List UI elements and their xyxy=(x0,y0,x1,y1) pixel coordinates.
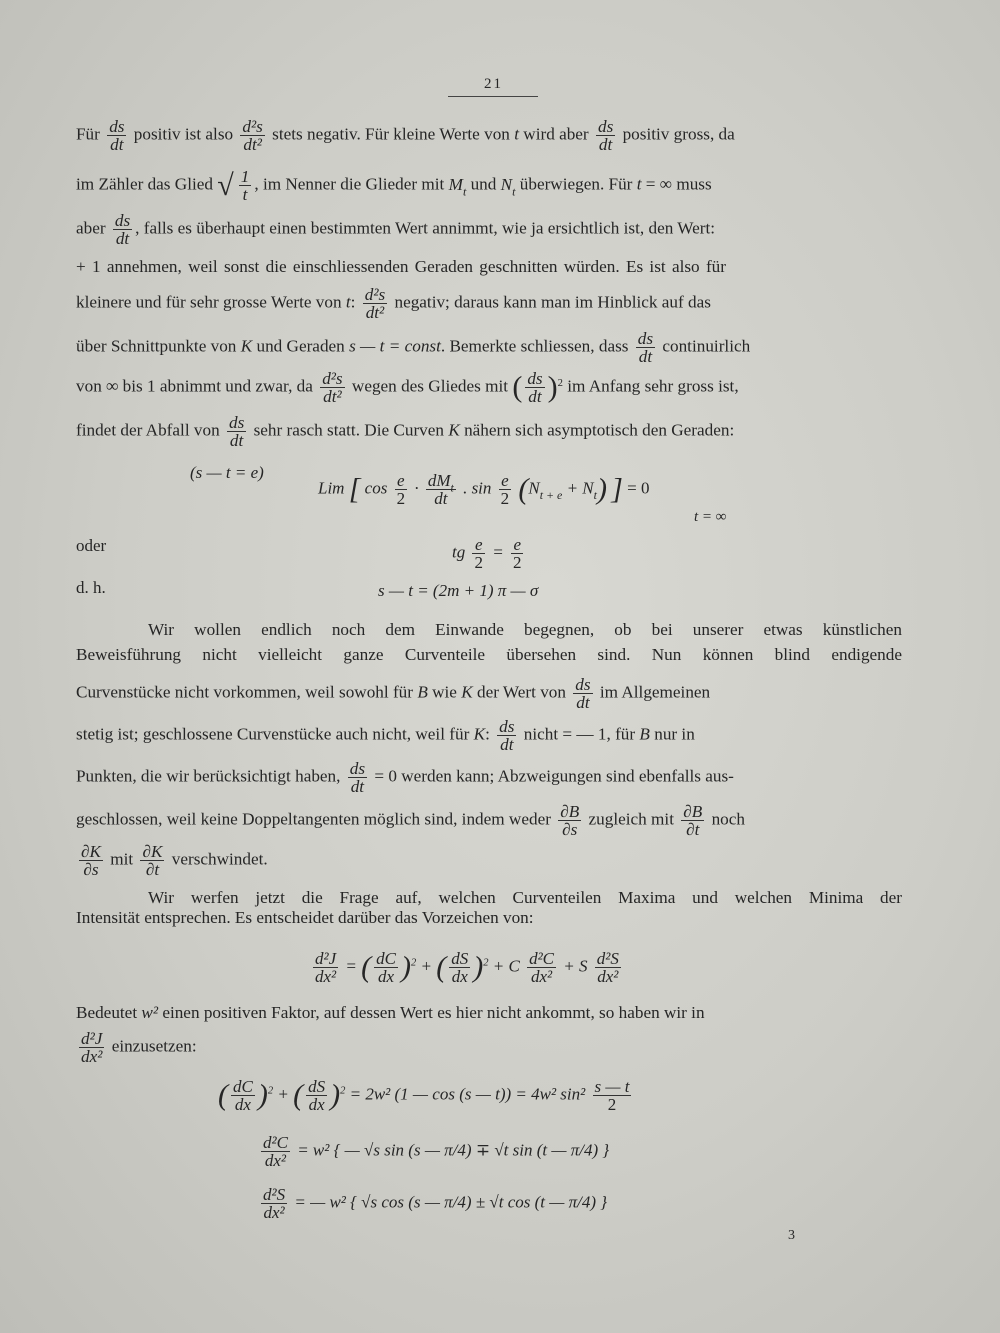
text: im Zähler das Glied xyxy=(76,174,213,194)
line-p1-2: im Zähler das Glied √ $\frac{1}{t}$ , im Nenner die Glieder mit $M_t$ und $N_t$ überwiegen. Für t = ∞ muss xyxy=(76,167,712,205)
text: noch xyxy=(711,809,745,829)
text: mit xyxy=(110,849,134,869)
fraction-ds-dt: $\frac{ds}{dt}$ xyxy=(499,717,515,755)
text: werden kann; Abzweigungen sind ebenfalls aus- xyxy=(401,766,734,786)
equation-rhs: = 0 xyxy=(627,478,650,498)
text: bis 1 abnimmt und zwar, da xyxy=(122,376,313,396)
text: wie xyxy=(432,682,457,702)
text: findet der Abfall von xyxy=(76,420,220,440)
fraction-ds-dt: $\frac{ds}{dt}$ xyxy=(597,117,614,155)
text: muss xyxy=(676,174,712,194)
limit-subscript: t = ∞ xyxy=(694,509,727,525)
page-number: 21 xyxy=(484,76,503,92)
equation-d2S: $\frac{\text{d²S}}{\text{dx²}}$ = — w² { √s cos (s — π/4) ± √t cos (t — π/4) } xyxy=(263,1185,608,1222)
equation-d2C: $\frac{\text{d²C}}{\text{dx²}}$ = w² { — √s sin (s — π/4) ∓ √t sin (t — π/4) } xyxy=(263,1133,610,1170)
equation-s-minus-t: s — t = (2m + 1) π — σ xyxy=(378,581,539,600)
fraction-d2s-dt2: $\frac{\text{d²s}}{\text{dt²}}$ xyxy=(242,117,263,155)
fraction-ds-dt: $\frac{ds}{dt}$ xyxy=(637,329,654,367)
fraction-ds-dt: $\frac{ds}{dt}$ xyxy=(527,369,543,407)
equation-first-derivatives: ( $\frac{dC}{dx}$ )$^2$ + ( $\frac{dS}{dx}$ )$^2$ = 2w² (1 — cos (s — t)) = 4w² sin² $\frac{s — t}{2}$ xyxy=(218,1077,630,1114)
text: nicht = — 1, für xyxy=(523,724,636,744)
text: nur in xyxy=(654,724,695,744)
text: wird aber xyxy=(523,124,589,144)
text: der Wert von xyxy=(477,682,566,702)
fraction-dK-ds: $\frac{\partial K}{\partial s}$ xyxy=(81,842,101,880)
equation-e2-rhs: = w² { — √s sin (s — π/4) ∓ √t sin (t — π/4) } xyxy=(297,1140,610,1160)
line-p3-2: Intensität entsprechen. Es entscheidet darüber das Vorzeichen von: xyxy=(76,908,534,927)
equation-d2J: $\frac{\text{d²J}}{\text{dx²}}$ = ( $\frac{dC}{dx}$ )$^2$ + ( $\frac{dS}{dx}$ )$^2$ + C $\frac{\text{d²C}}{\text{dx²}}$ + S $\frac{\text{d²S}}{\text{dx²}}$ xyxy=(315,949,619,986)
fraction-ds-dt: $\frac{ds}{dt}$ xyxy=(228,413,245,451)
text: Bedeutet xyxy=(76,1003,138,1022)
line-p2-2: Beweisführung nicht vielleicht ganze Curventeile übersehen sind. Nun können blind endigende xyxy=(76,645,902,664)
line-p2-7 xyxy=(76,843,902,878)
text: stetig ist; geschlossene Curvenstücke auch nicht, weil für xyxy=(76,724,470,744)
line-p1-7: von ∞ bis 1 abnimmt und zwar, da $\frac{\text{d²s}}{\text{dt²}}$ wegen des Gliedes mit ( $\frac{ds}{dt}$ )$^2$ im Anfang sehr gross ist, xyxy=(76,369,739,407)
text: falls es überhaupt einen bestimmten Wert annimmt, wie ja ersichtlich ist, den Wert: xyxy=(143,218,716,238)
fraction-d2J-dx2: $\frac{\text{d²J}}{\text{dx²}}$ xyxy=(81,1029,103,1067)
text: wegen des Gliedes mit xyxy=(351,376,509,396)
sqrt-symbol: √ xyxy=(217,168,234,202)
equation-condition: (s — t = e) xyxy=(190,463,264,482)
line-p1-3: aber $\frac{ds}{dt}$ , falls es überhaupt einen bestimmten Wert annimmt, wie ja ersichtlich ist, den Wert: xyxy=(76,211,716,249)
fraction-ds-dt: $\frac{ds}{dt}$ xyxy=(575,675,591,713)
fraction-dK-dt: $\frac{\partial K}{\partial t}$ xyxy=(142,842,163,880)
fraction-ds-dt: $\frac{ds}{dt}$ xyxy=(349,759,366,797)
equation-limit: Lim [ cos $\frac{e}{2}$ · $dM_t$ dt . sin $\frac{e}{2}$ $(N_{t + e} + N_t)$ ] = 0 xyxy=(318,471,650,508)
text: kleinere und für sehr grosse Werte von xyxy=(76,292,342,312)
equation-e3-rhs: = — w² { √s cos (s — π/4) ± √t cos (t — π/4) } xyxy=(294,1192,608,1212)
text: einzusetzen: xyxy=(111,1036,197,1056)
fraction-d2s-dt2: $\frac{\text{d²s}}{\text{dt²}}$ xyxy=(322,369,343,407)
text: überwiegen. Für xyxy=(519,174,633,194)
label-oder: oder xyxy=(76,536,107,555)
text: im Anfang sehr gross ist, xyxy=(567,376,739,396)
fraction-dB-dt: $\frac{\partial B}{\partial t}$ xyxy=(683,802,703,840)
text: positiv gross, da xyxy=(622,124,735,144)
text: und Geraden xyxy=(256,336,345,356)
equation-e1-middle: = 2w² (1 — cos (s — t)) = 4w² sin² xyxy=(349,1084,586,1104)
fraction-1-t: $\frac{1}{t}$ xyxy=(240,167,250,205)
label-dh: d. h. xyxy=(76,578,106,597)
text: Curvenstücke nicht vorkommen, weil sowohl für xyxy=(76,682,414,702)
line-p2-3: Curvenstücke nicht vorkommen, weil sowohl für B wie K der Wert von $\frac{ds}{dt}$ im Allgemeinen xyxy=(76,675,711,713)
text: zugleich mit xyxy=(588,809,674,829)
text: Punkten, die wir berücksichtigt haben, xyxy=(76,766,341,786)
text: Für xyxy=(76,124,100,144)
sin-label: sin xyxy=(471,478,492,498)
line-p2-4: stetig ist; geschlossene Curvenstücke auch nicht, weil für K: $\frac{ds}{dt}$ nicht = — 1, für B nur in xyxy=(76,717,695,755)
cos-label: cos xyxy=(364,478,388,498)
text: von xyxy=(76,376,102,396)
text: , im Nenner die Glieder mit xyxy=(254,174,445,194)
text: über Schnittpunkte von xyxy=(76,336,237,356)
line-p1-1: Für $\frac{ds}{dt}$ positiv ist also $\frac{\text{d²s}}{\text{dt²}}$ stets negativ. Für kleine Werte von t wird aber $\frac{ds}{dt}$ positiv gross, da xyxy=(76,117,735,155)
text: und xyxy=(470,174,497,194)
text: sehr rasch statt. Die Curven xyxy=(253,420,445,440)
text: continuirlich xyxy=(662,336,751,356)
line-p4-2 xyxy=(76,1030,902,1065)
fraction-ds-dt: $\frac{ds}{dt}$ xyxy=(114,211,131,249)
line-p1-4: + 1 annehmen, weil sonst die einschliessenden Geraden geschnitten würden. Es ist also für xyxy=(76,257,726,276)
signature-number: 3 xyxy=(788,1228,795,1243)
line-p1-8: findet der Abfall von $\frac{ds}{dt}$ sehr rasch statt. Die Curven K nähern sich asymptotisch den Geraden: xyxy=(76,413,735,451)
header-rule xyxy=(448,96,538,97)
lim-label: Lim xyxy=(318,478,345,498)
line-p4-1: Bedeutet w² einen positiven Faktor, auf dessen Wert es hier nicht ankommt, so haben wir in xyxy=(76,1003,705,1022)
text: aber xyxy=(76,218,106,238)
text: einen positiven Faktor, auf dessen Wert es hier nicht ankommt, so haben wir in xyxy=(162,1003,705,1022)
text: positiv ist also xyxy=(133,124,234,144)
text: im Allgemeinen xyxy=(599,682,711,702)
line-p2-5: Punkten, die wir berücksichtigt haben, $\frac{ds}{dt}$ = 0 werden kann; Abzweigungen sind ebenfalls aus- xyxy=(76,759,734,797)
tg-label: tg xyxy=(452,542,466,562)
line-p1-6: über Schnittpunkte von K und Geraden s — t = const. Bemerkte schliessen, dass $\frac{ds}{dt}$ continuirlich xyxy=(76,329,751,367)
fraction-ds-dt: $\frac{ds}{dt}$ xyxy=(109,117,125,155)
fraction-d2s-dt2: $\frac{\text{d²s}}{\text{dt²}}$ xyxy=(364,285,386,323)
line-p1-5: kleinere und für sehr grosse Werte von t: $\frac{\text{d²s}}{\text{dt²}}$ negativ; daraus kann man im Hinblick auf das xyxy=(76,285,711,323)
line-p2-1: Wir wollen endlich noch dem Einwande begegnen, ob bei unserer etwas künstlichen xyxy=(148,620,902,639)
text: stets negativ. Für kleine Werte von xyxy=(272,124,510,144)
text: geschlossen, weil keine Doppeltangenten möglich sind, indem weder xyxy=(76,809,551,829)
text: verschwindet. xyxy=(171,849,268,869)
fraction-dB-ds: $\frac{\partial B}{\partial s}$ xyxy=(560,802,580,840)
equation-tg: tg $\frac{e}{2}$ = $\frac{e}{2}$ xyxy=(452,535,522,572)
line-p2-6 xyxy=(76,803,902,838)
text: negativ; daraus kann man im Hinblick auf das xyxy=(394,292,711,312)
text: . Bemerkte schliessen, dass xyxy=(440,336,629,356)
text: nähern sich asymptotisch den Geraden: xyxy=(464,420,735,440)
line-p3-1: Wir werfen jetzt die Frage auf, welchen Curventeilen Maxima und welchen Minima der xyxy=(148,888,902,907)
